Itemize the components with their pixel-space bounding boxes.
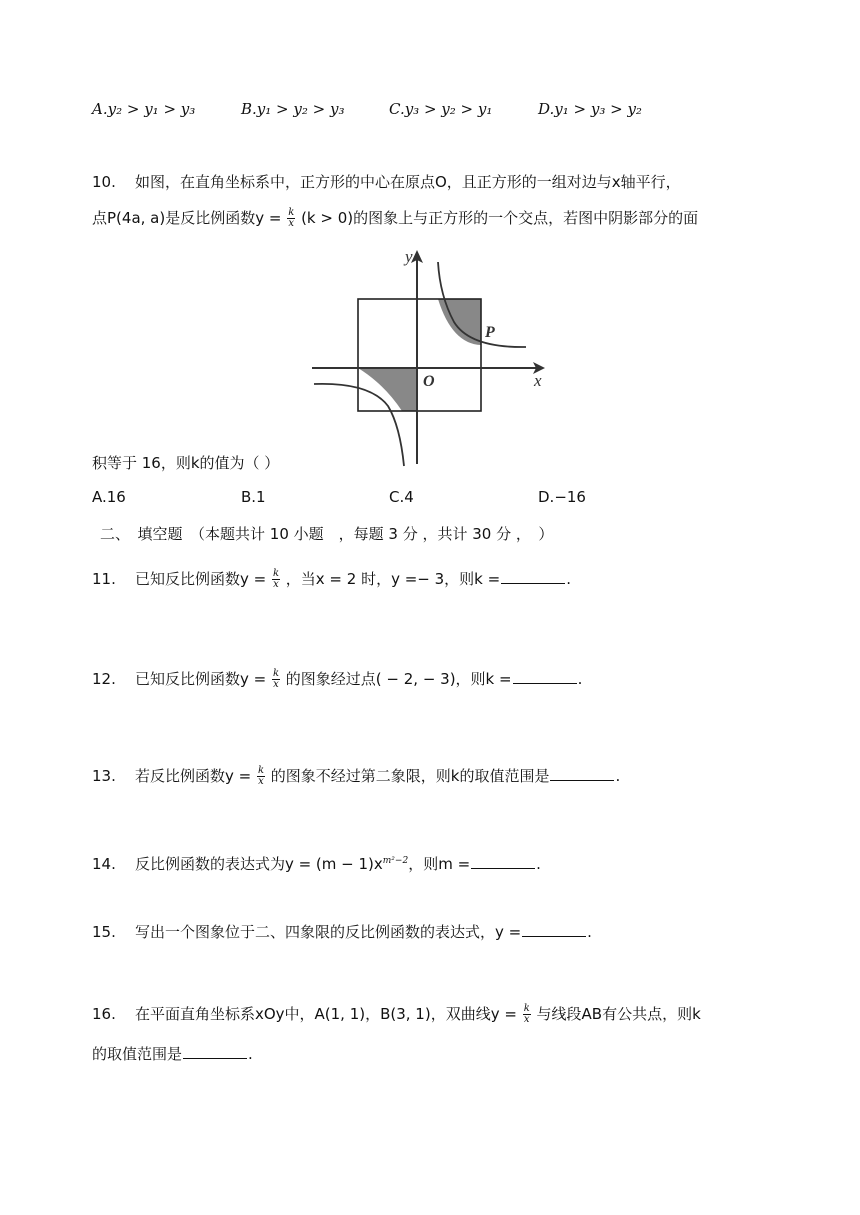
q16-line1 — [92, 1003, 701, 1025]
q15-number: 15. — [92, 923, 116, 941]
q10-line3: 积等于 16，则k的值为（ ） — [92, 454, 280, 472]
q14-text-a: 反比例函数的表达式为y = (m − 1)x — [134, 855, 383, 873]
section-2-heading: 二、 填空题 （本题共计 10 小题 ，每题 3 分 ，共计 30 分 ， ） — [100, 525, 554, 543]
q10-text2a: 点P(4a, a)是反比例函数y = — [92, 209, 282, 227]
q10-text2b: (k > 0)的图象上与正方形的一个交点，若图中阴影部分的面 — [301, 209, 699, 227]
q10-figure — [300, 236, 550, 471]
origin-label: O — [423, 373, 435, 390]
q10-option-a: A.16 — [92, 488, 126, 506]
q16-answer-blank[interactable] — [183, 1044, 247, 1059]
shaded-region-q1 — [438, 299, 481, 345]
q12-number: 12. — [92, 670, 116, 688]
q10-option-c: C.4 — [389, 488, 414, 506]
q15 — [92, 921, 592, 942]
q10-option-b: B.1 — [241, 488, 266, 506]
q12-fraction: $\frac{k}{x}$ — [272, 668, 279, 690]
q16-end: . — [248, 1045, 253, 1063]
q13-text-b: 的图象不经过第二象限，则k的取值范围是 — [270, 767, 550, 785]
q14 — [92, 853, 541, 874]
q14-end: . — [536, 855, 541, 873]
q15-answer-blank[interactable] — [522, 922, 586, 937]
q11-end: . — [566, 570, 571, 588]
q14-number: 14. — [92, 855, 116, 873]
q14-exponent: m²−2 — [382, 856, 409, 866]
q15-text-a: 写出一个图象位于二、四象限的反比例函数的表达式，y = — [134, 923, 522, 941]
q15-end: . — [587, 923, 592, 941]
q13 — [92, 765, 620, 787]
q11-text-b: ，当x = 2 时，y =− 3，则k = — [285, 570, 501, 588]
q16-number: 16. — [92, 1005, 116, 1023]
q13-number: 13. — [92, 767, 116, 785]
q10-fraction: $\frac{k}{x}$ — [288, 207, 295, 229]
q12 — [92, 668, 582, 690]
q13-fraction: $\frac{k}{x}$ — [257, 765, 264, 787]
q9-option-a: A.y₂ > y₁ > y₃ — [92, 100, 196, 118]
y-axis-label: y — [405, 247, 413, 266]
q16-text-b: 与线段AB有公共点，则k — [536, 1005, 701, 1023]
x-axis-label: x — [534, 371, 542, 390]
q12-answer-blank[interactable] — [513, 669, 577, 684]
q10-number: 10. — [92, 173, 116, 191]
q16-line2 — [92, 1043, 253, 1064]
q10-text1: 如图，在直角坐标系中，正方形的中心在原点O，且正方形的一组对边与x轴平行， — [134, 173, 681, 191]
q11-answer-blank[interactable] — [501, 569, 565, 584]
q9-option-d: D.y₁ > y₃ > y₂ — [538, 100, 642, 118]
hyperbola-branch-q3 — [314, 384, 404, 466]
q13-answer-blank[interactable] — [550, 766, 614, 781]
q14-answer-blank[interactable] — [471, 854, 535, 869]
q12-end: . — [577, 670, 583, 688]
q11-text-a: 已知反比例函数y = — [134, 570, 267, 588]
q12-text-a: 已知反比例函数y = — [134, 670, 267, 688]
q11 — [92, 568, 571, 590]
point-p-label: P — [485, 324, 495, 341]
q9-option-c: C.y₃ > y₂ > y₁ — [389, 100, 493, 118]
q10-option-d: D.−16 — [538, 488, 586, 506]
q13-text-a: 若反比例函数y = — [134, 767, 252, 785]
q14-text-b: ，则m = — [408, 855, 471, 873]
q16-text-c: 的取值范围是 — [92, 1045, 183, 1063]
q10-line1 — [92, 171, 681, 192]
q11-number: 11. — [92, 570, 116, 588]
q16-text-a: 在平面直角坐标系xOy中，A(1, 1)，B(3, 1)，双曲线y = — [134, 1005, 517, 1023]
q10-line2 — [92, 207, 698, 229]
q16-fraction: $\frac{k}{x}$ — [523, 1003, 530, 1025]
q9-option-b: B.y₁ > y₂ > y₃ — [241, 100, 345, 118]
q13-end: . — [615, 767, 621, 785]
q12-text-b: 的图象经过点( − 2, − 3)，则k = — [285, 670, 512, 688]
q11-fraction: $\frac{k}{x}$ — [272, 568, 279, 590]
